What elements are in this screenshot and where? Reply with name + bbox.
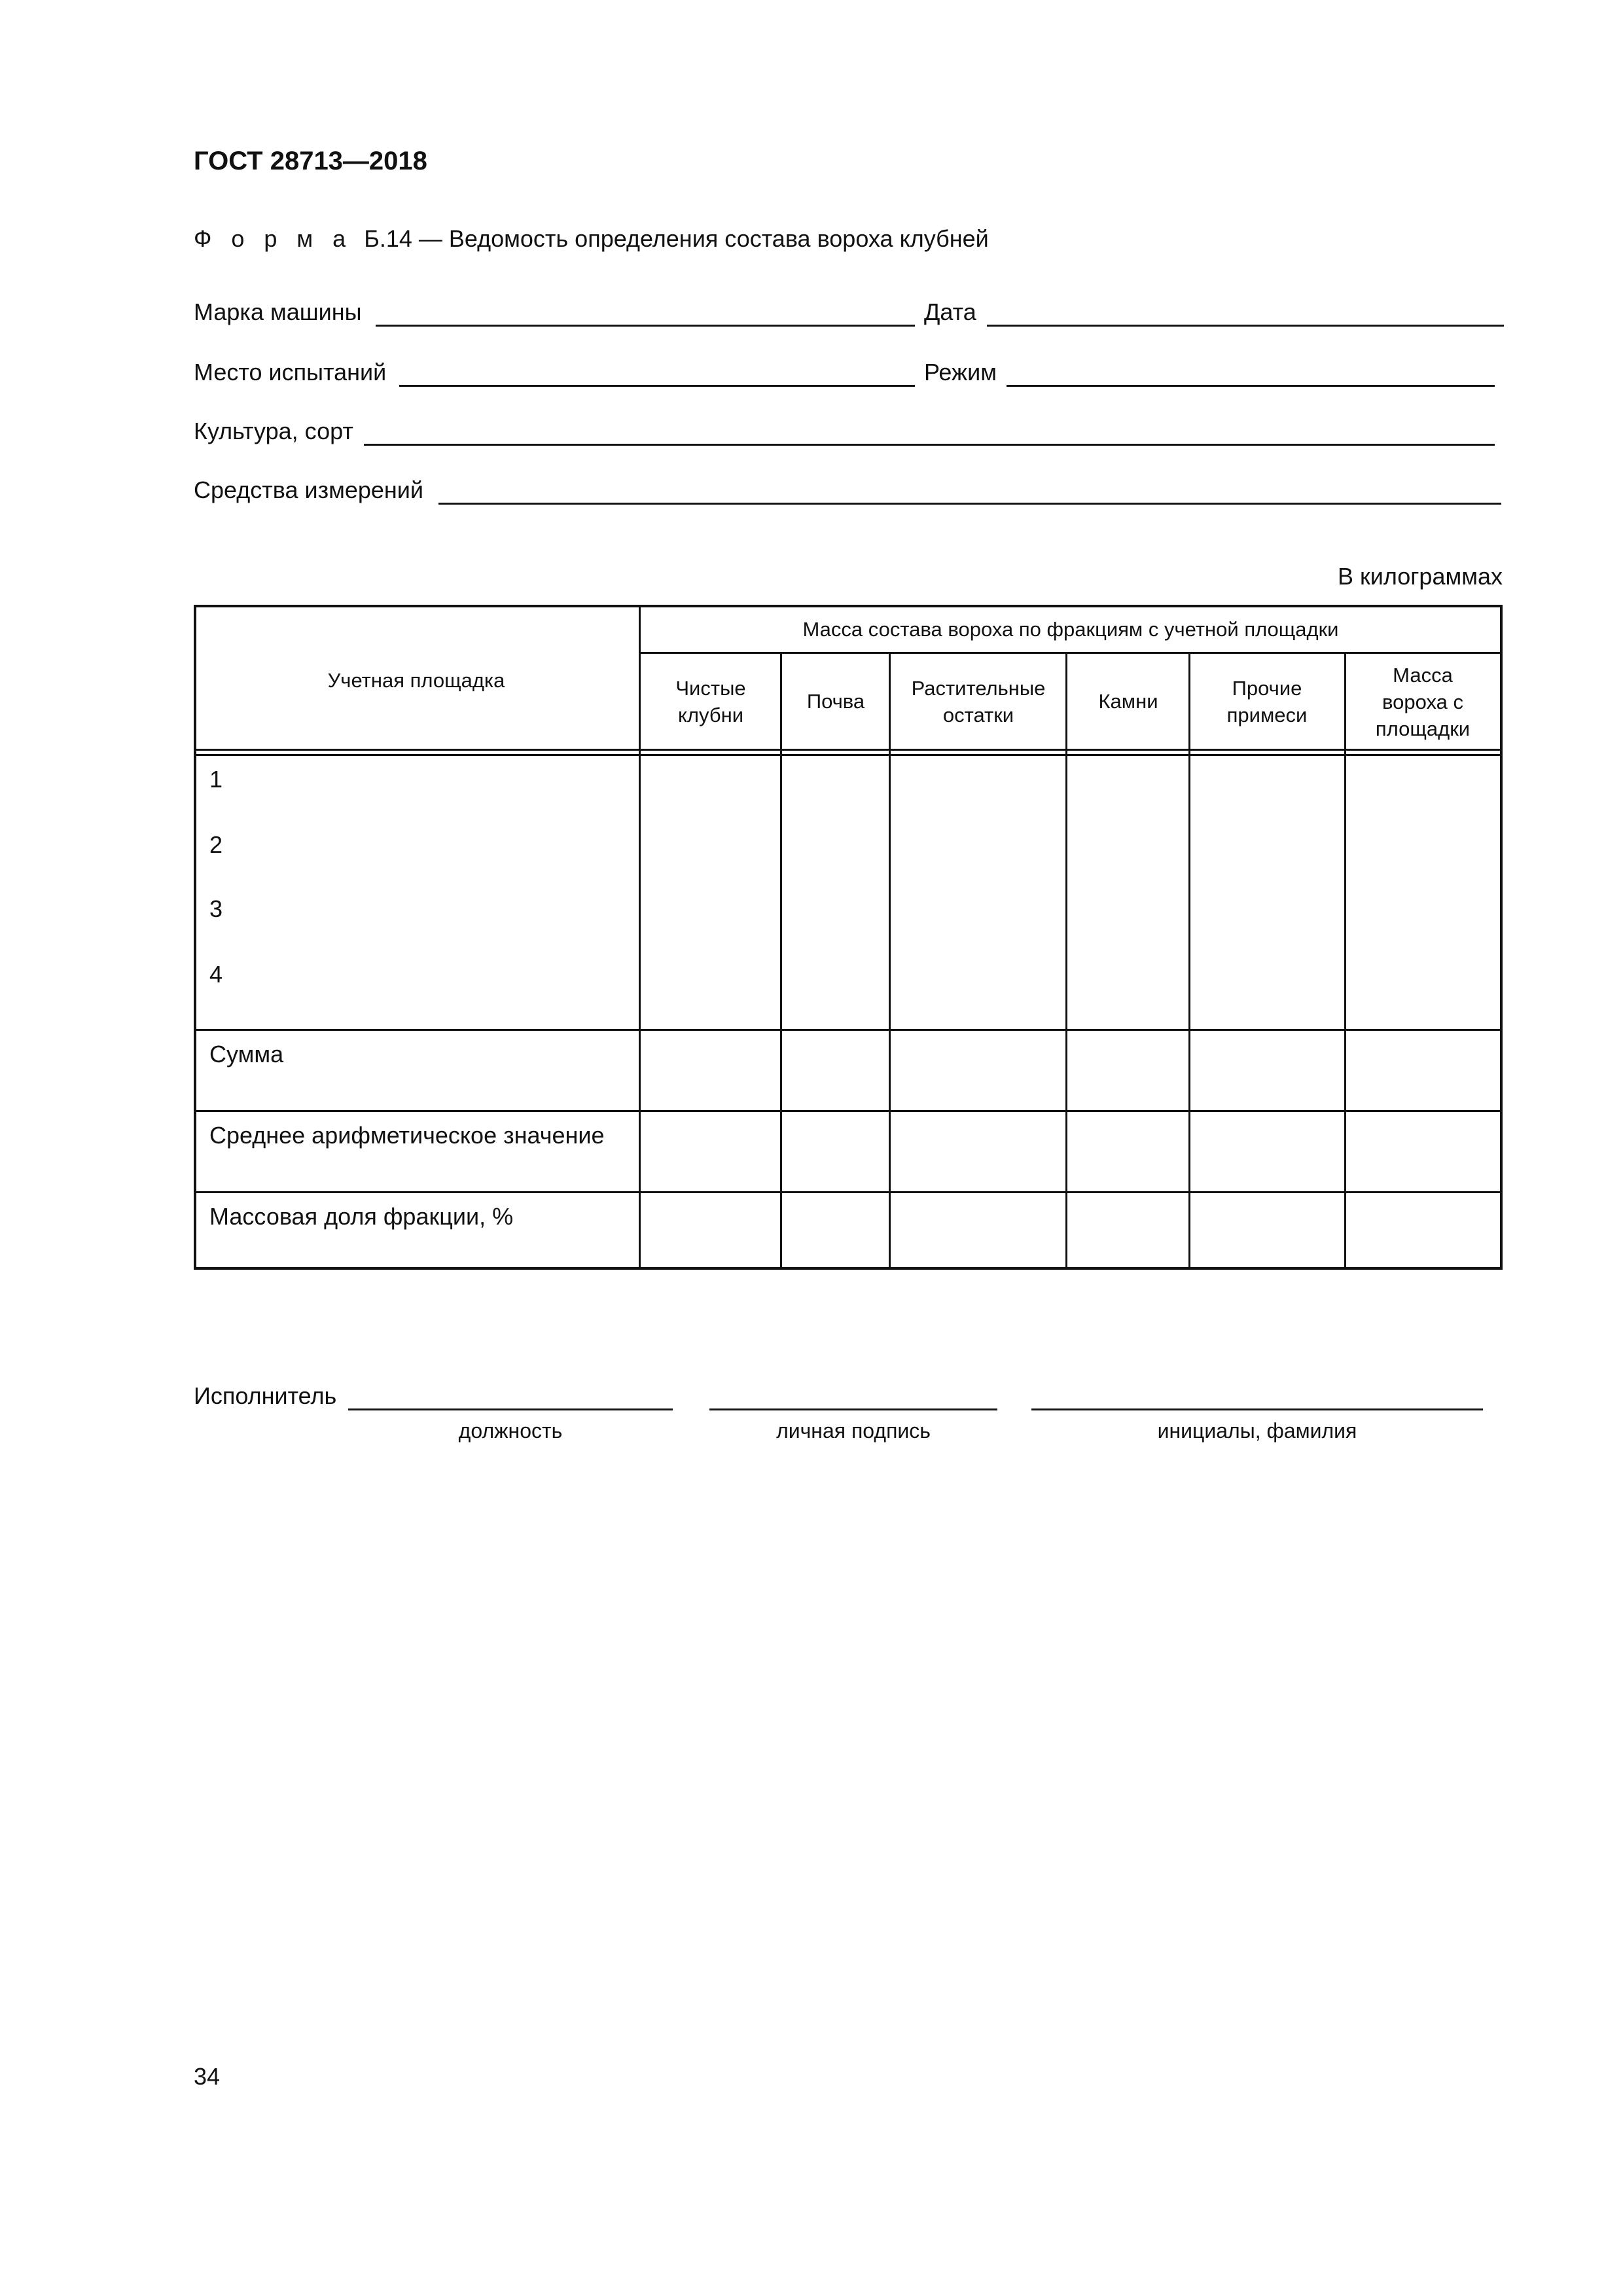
group-header-divider (640, 652, 1501, 654)
table-border-top (194, 605, 1503, 607)
col-header-plant-residue: Растительные остатки (911, 677, 1046, 726)
fraction-mass-table (194, 605, 1503, 1270)
machine-field[interactable] (376, 325, 915, 327)
col-divider-4 (1188, 652, 1190, 1270)
col-divider-0 (639, 605, 641, 1270)
col-header-clean-tubers: Чистые клубни (675, 677, 746, 726)
col-header-plot: Учетная площадка (327, 669, 505, 692)
place-field[interactable] (399, 385, 915, 387)
table-border-left (194, 605, 196, 1270)
date-field[interactable] (987, 325, 1504, 327)
place-label: Место испытаний (194, 359, 387, 386)
col-header-stones: Камни (1098, 690, 1158, 713)
row-divider-mean (194, 1110, 1503, 1112)
plot-number-3: 3 (209, 895, 223, 922)
page-number: 34 (194, 2063, 221, 2090)
document-id: ГОСТ 28713—2018 (194, 147, 427, 175)
col-header-other-impurities: Прочие примеси (1226, 677, 1308, 726)
row-label-sum: Сумма (209, 1041, 284, 1067)
signature-caption: личная подпись (776, 1419, 931, 1443)
crop-label: Культура, сорт (194, 418, 353, 444)
group-header: Масса состава вороха по фракциям с учетной площадки (802, 618, 1339, 641)
col-divider-5 (1344, 652, 1346, 1270)
date-label: Дата (924, 298, 976, 325)
name-caption: инициалы, фамилия (1157, 1419, 1357, 1443)
col-divider-3 (1065, 652, 1067, 1270)
table-border-right (1500, 605, 1503, 1270)
instruments-field[interactable] (438, 503, 1501, 505)
col-header-heap-mass: Масса вороха с площадки (1375, 664, 1471, 740)
position-caption: должность (458, 1419, 563, 1443)
executor-label: Исполнитель (194, 1382, 337, 1409)
row-label-share: Массовая доля фракции, % (209, 1203, 514, 1230)
col-header-soil: Почва (806, 690, 865, 713)
mode-field[interactable] (1007, 385, 1495, 387)
row-divider-share (194, 1191, 1503, 1193)
position-line[interactable] (348, 1408, 673, 1410)
units-note: В килограммах (1338, 563, 1503, 590)
header-divider-1 (194, 749, 1503, 751)
header-divider-2 (194, 754, 1503, 756)
name-line[interactable] (1031, 1408, 1483, 1410)
machine-label: Марка машины (194, 298, 362, 325)
mode-label: Режим (924, 359, 997, 386)
plot-number-4: 4 (209, 961, 223, 988)
form-title (194, 225, 989, 253)
plot-number-2: 2 (209, 831, 223, 858)
instruments-label: Средства измерений (194, 476, 424, 503)
row-divider-sum (194, 1029, 1503, 1031)
col-divider-1 (780, 652, 782, 1270)
row-label-mean: Среднее арифметическое значение (209, 1122, 605, 1149)
signature-line[interactable] (709, 1408, 997, 1410)
crop-field[interactable] (364, 444, 1495, 446)
plot-number-1: 1 (209, 766, 223, 793)
form-title-text: Б.14 — Ведомость определения состава вороха клубней (364, 225, 989, 252)
col-divider-2 (889, 652, 891, 1270)
form-label: Ф о р м а (194, 225, 353, 252)
table-border-bottom (194, 1267, 1503, 1270)
